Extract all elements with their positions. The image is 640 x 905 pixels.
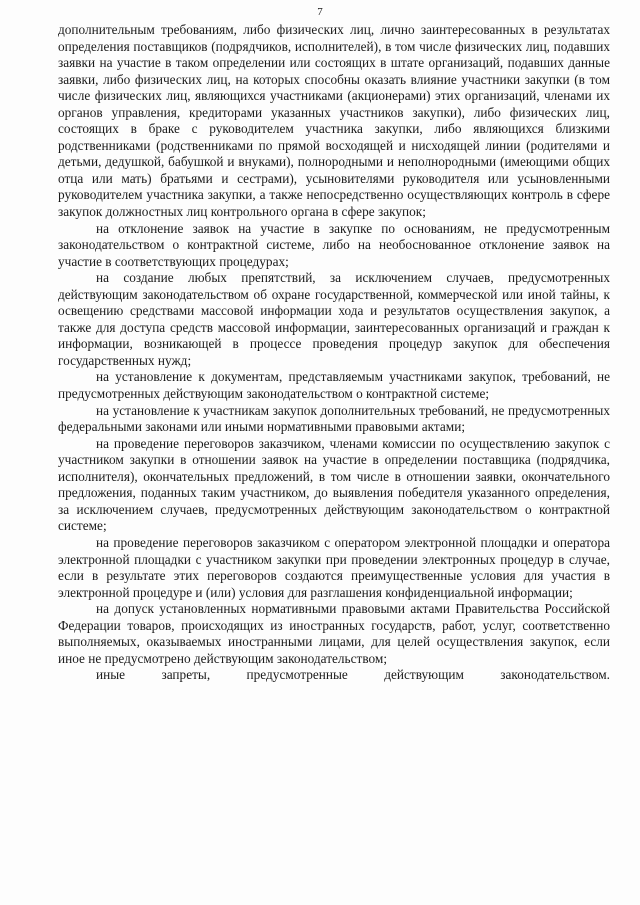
paragraph-ban-negotiations-operator: на проведение переговоров заказчиком с оператором электронной площадки и оператора электронной площадки с участником закупки при проведении электронных процедур в случае, если в результате этих переговоров создаются преимущественные условия для участия в электронной процедуре и (или) условия для разглашения конфиденциальной информации;	[58, 534, 610, 600]
paragraph-ban-additional-requirements: на установление к участникам закупок дополнительных требований, не предусмотренных федеральными законами или иными нормативными правовыми актами;	[58, 402, 610, 435]
paragraph-ban-negotiations-commission: на проведение переговоров заказчиком, членами комиссии по осуществлению закупок с участником закупки в отношении заявок на участие в определении поставщика (подрядчика, исполнителя), окончательных предложений, в том числе в отношении заявки, окончательного предложения, поданных таким участником, до выявления победителя указанного определения, за исключением случаев, предусмотренных действующим законодательством о контрактной системе;	[58, 435, 610, 534]
paragraph-continuation: дополнительным требованиям, либо физических лиц, лично заинтересованных в результатах определения поставщиков (подрядчиков, исполнителей), в том числе физических лиц, подавших заявки на участие в таком определении или состоящих в штате организаций, подавших данные заявки, либо физических лиц, на которых способны оказать влияние участники закупки (в том числе физических лиц, являющихся участниками (акционерами) этих организаций, членами их органов управления, кредиторами указанных участников закупки), либо физических лиц, состоящих в браке с руководителем участника закупки, либо являющихся близкими родственниками (родственниками по прямой восходящей и нисходящей линии (родителями и детьми, дедушкой, бабушкой и внуками), полнородными и неполнородными (имеющими общих отца или мать) братьями и сестрами), усыновителями руководителя или усыновленными руководителем участника закупки, а также непосредственно осуществляющих контроль в сфере закупок должностных лиц контрольного органа в сфере закупок;	[58, 22, 610, 220]
page-number: 7	[317, 6, 323, 18]
paragraph-other-bans: иные запреты, предусмотренные действующим законодательством.	[96, 667, 610, 683]
document-body	[58, 22, 610, 684]
paragraph-ban-document-requirements: на установление к документам, представляемым участниками закупок, требований, не предусмотренных действующим законодательством о контрактной системе;	[58, 369, 610, 402]
paragraph-ban-rejection: на отклонение заявок на участие в закупке по основаниям, не предусмотренным законодательством о контрактной системе, либо на необоснованное отклонение заявок на участие в соответствующих процедурах;	[58, 220, 610, 269]
paragraph-ban-foreign-goods: на допуск установленных нормативными правовыми актами Правительства Российской Федерации товаров, происходящих из иностранных государств, работ, услуг, соответственно выполняемых, оказываемых иностранными лицами, для целей осуществления закупок, если иное не предусмотрено действующим законодательством;	[58, 601, 610, 666]
paragraph-ban-obstacles: на создание любых препятствий, за исключением случаев, предусмотренных действующим законодательством об охране государственной, коммерческой или иной тайны, к освещению средствами массовой информации хода и результатов осуществления закупок, а также для доступа средств массовой информации, заинтересованных организаций и граждан к информации, возникающей в процессе проведения процедур закупок для обеспечения государственных нужд;	[58, 270, 610, 368]
